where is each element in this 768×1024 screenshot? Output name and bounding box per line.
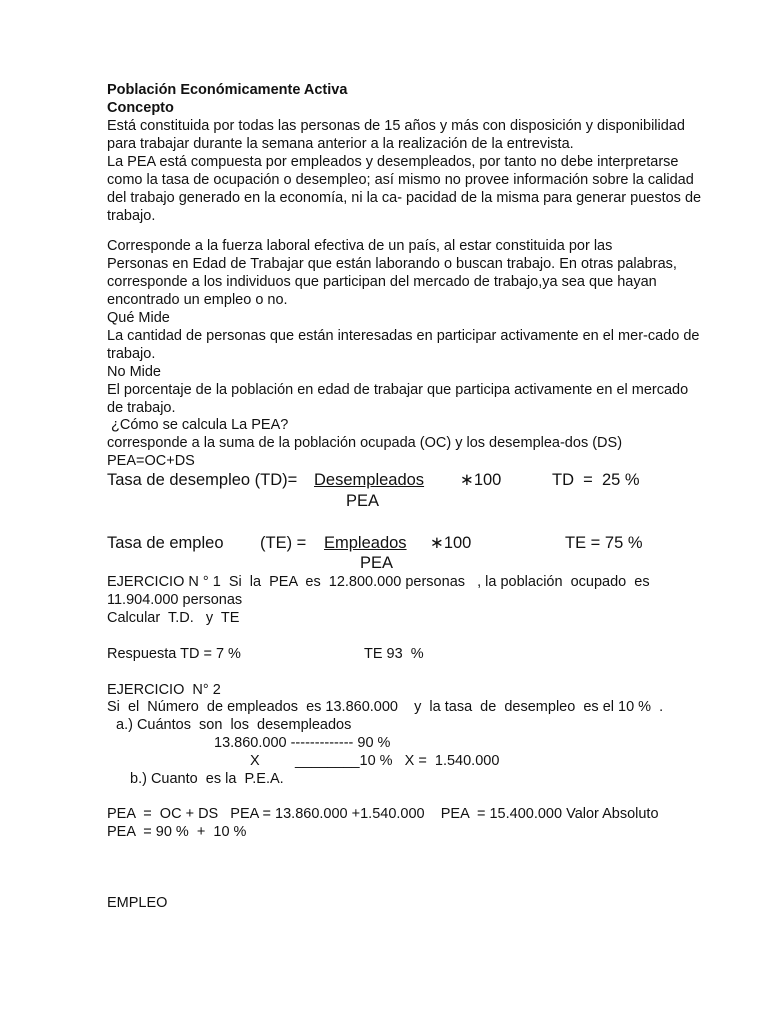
td-label: Tasa de desempleo (TD)= (107, 471, 302, 489)
te-label: Tasa de empleo (107, 534, 224, 552)
como-line: corresponde a la suma de la población ocupada (OC) y los desemplea-dos (DS) (107, 435, 623, 451)
paragraph-line: corresponde a los individuos que participan del mercado de trabajo,ya sea que hayan (107, 274, 657, 290)
paragraph-line: Corresponde a la fuerza laboral efectiva de un país, al estar constituida por las (107, 238, 613, 254)
pea-calculation: PEA = OC + DS PEA = 13.860.000 +1.540.000 PEA = 15.400.000 Valor Absoluto (107, 806, 659, 822)
exercise1-line: Calcular T.D. y TE (107, 610, 240, 626)
empleo-heading: EMPLEO (107, 895, 168, 911)
exercise2-heading: EJERCICIO N° 2 (107, 682, 221, 698)
concept-line: Está constituida por todas las personas de 15 años y más con disposición y disponibilidad (107, 118, 685, 134)
que-mide-heading: Qué Mide (107, 310, 170, 326)
concept-line: trabajo. (107, 208, 156, 224)
te-result: TE = 75 % (565, 534, 643, 552)
que-mide-line: La cantidad de personas que están interesadas en participar activamente en el mer-cado de (107, 328, 700, 344)
td-denominator: PEA (346, 492, 380, 510)
que-mide-line: trabajo. (107, 346, 156, 362)
exercise2-part-a: a.) Cuántos son los desempleados (116, 717, 352, 733)
paragraph-line: Personas en Edad de Trabajar que están laborando o buscan trabajo. En otras palabras, (107, 256, 677, 272)
exercise1-answer-td: Respuesta TD = 7 % (107, 646, 241, 662)
pea-formula: PEA=OC+DS (107, 453, 195, 469)
td-numerator: Desempleados (314, 471, 425, 489)
exercise1-line: 11.904.000 personas (107, 592, 243, 608)
concept-line: para trabajar durante la semana anterior a la realización de la entrevista. (107, 136, 574, 152)
td-result: TD = 25 % (552, 471, 640, 489)
concept-line: La PEA está compuesta por empleados y desempleados, por tanto no debe interpretarse (107, 154, 679, 170)
exercise1-answer-te: TE 93 % (364, 646, 424, 662)
te-times: ∗100 (430, 534, 472, 552)
concept-line: como la tasa de ocupación o desempleo; así mismo no provee información sobre la calidad (107, 172, 694, 188)
te-denominator: PEA (360, 554, 394, 572)
concept-line: del trabajo generado en la economía, ni la ca- pacidad de la misma para generar puestos de (107, 190, 702, 206)
td-times: ∗100 (460, 471, 502, 489)
no-mide-line: de trabajo. (107, 400, 176, 416)
como-heading: ¿Cómo se calcula La PEA? (107, 417, 289, 433)
rule-of-three-line: ________10 % X = 1.540.000 (295, 753, 500, 769)
no-mide-line: El porcentaje de la población en edad de trabajar que participa activamente en el mercado (107, 382, 689, 398)
concept-heading: Concepto (107, 100, 174, 116)
exercise2-part-b: b.) Cuanto es la P.E.A. (130, 771, 284, 787)
paragraph-line: encontrado un empleo o no. (107, 292, 288, 308)
rule-of-three-x: X (250, 753, 260, 769)
no-mide-heading: No Mide (107, 364, 161, 380)
te-numerator: Empleados (324, 534, 407, 552)
exercise2-line: Si el Número de empleados es 13.860.000 y la tasa de desempleo es el 10 % . (107, 699, 664, 715)
te-abbr: (TE) = (260, 534, 307, 552)
rule-of-three-line: 13.860.000 ------------- 90 % (214, 735, 391, 751)
exercise1-line: EJERCICIO N ° 1 Si la PEA es 12.800.000 personas , la población ocupado es (107, 574, 650, 590)
document-title: Población Económicamente Activa (107, 82, 348, 98)
pea-percentage: PEA = 90 % + 10 % (107, 824, 247, 840)
